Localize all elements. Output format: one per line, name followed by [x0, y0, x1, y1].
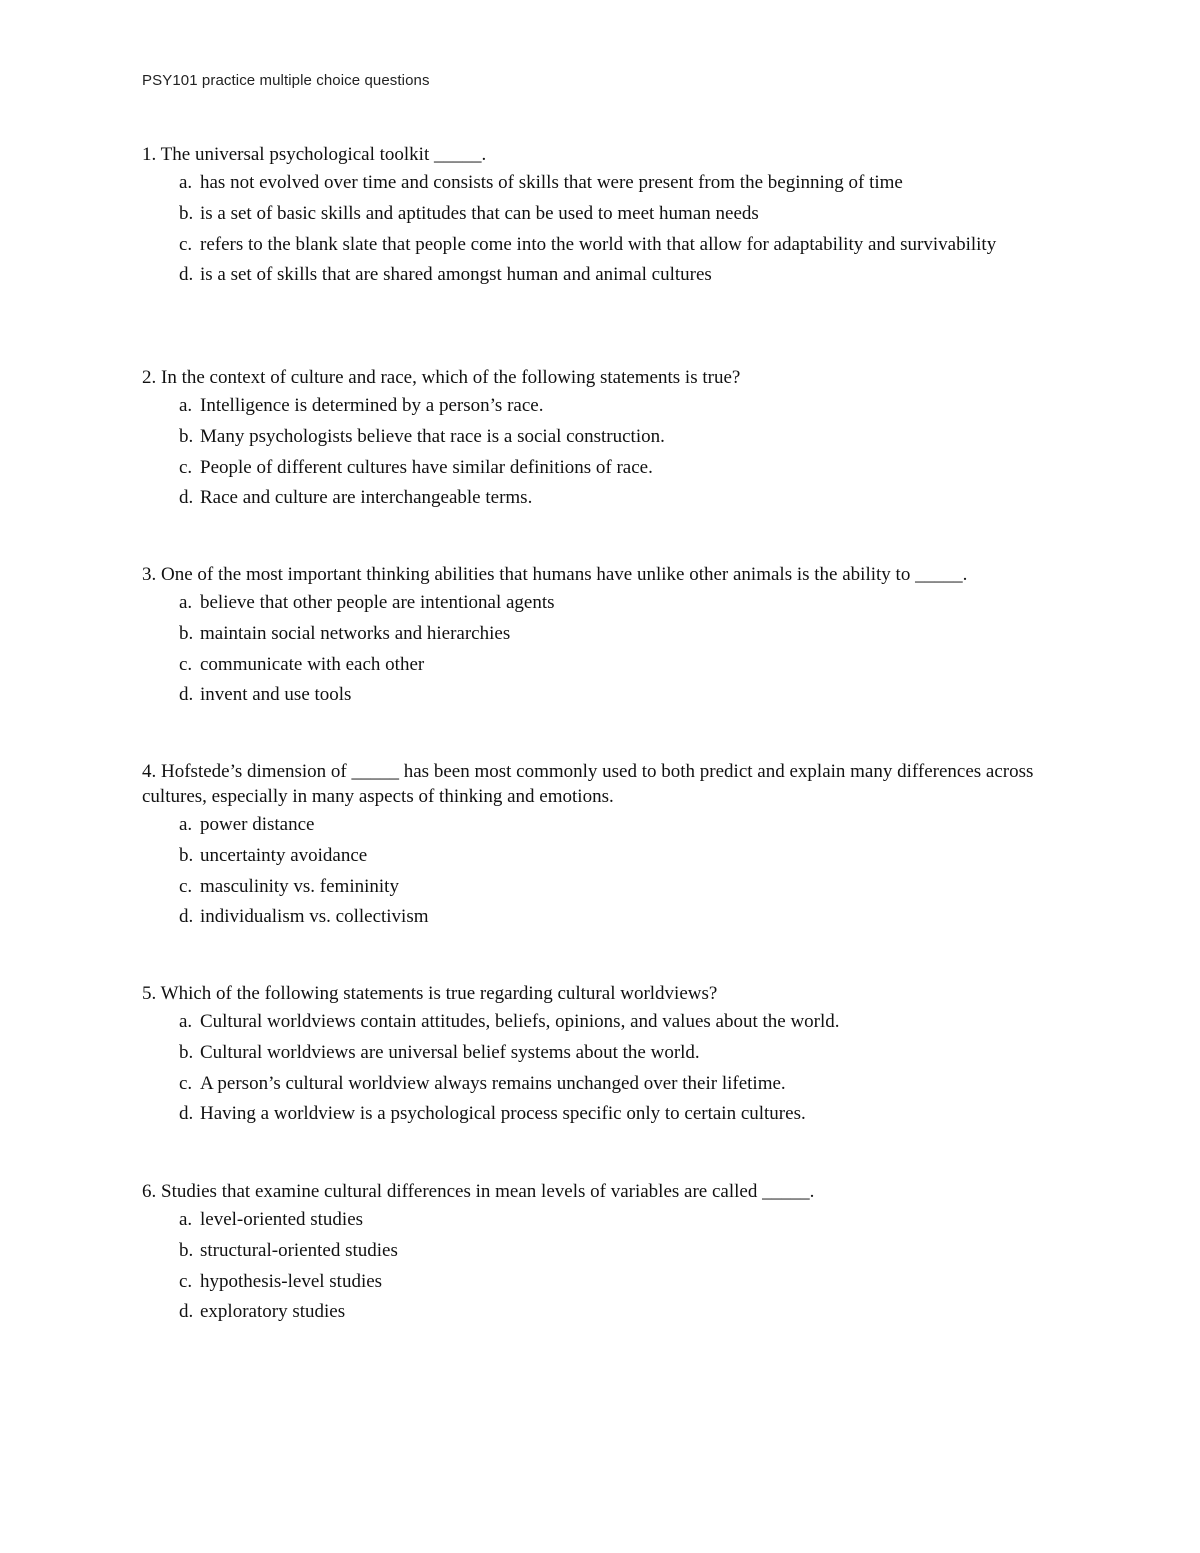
- question-4: [142, 759, 1042, 935]
- question-stem: 4. Hofstede’s dimension of _____ has been most commonly used to both predict and explain many differences across cultures, especially in many aspects of thinking and emotions.: [142, 761, 1034, 807]
- option-text: communicate with each other: [200, 653, 425, 675]
- option-letter: a.: [179, 1011, 193, 1032]
- answer-option: [142, 652, 1042, 677]
- option-letter: d.: [179, 487, 194, 509]
- option-letter: a.: [179, 814, 193, 835]
- option-text: believe that other people are intentional agents: [200, 592, 555, 613]
- option-letter: a.: [179, 592, 193, 613]
- answer-option: [142, 1269, 1042, 1294]
- option-text: People of different cultures have similar definitions of race.: [200, 456, 653, 478]
- question-5: [142, 981, 1042, 1132]
- option-text: is a set of skills that are shared amongst human and animal cultures: [200, 264, 712, 286]
- answer-option: [142, 455, 1042, 480]
- question-3: [142, 562, 1042, 713]
- option-letter: b.: [179, 622, 194, 644]
- option-text: structural-oriented studies: [200, 1239, 398, 1261]
- question-stem: 3. One of the most important thinking abilities that humans have unlike other animals is the ability to _____.: [142, 564, 968, 585]
- answer-option: [142, 1299, 1042, 1324]
- document-header: PSY101 practice multiple choice questions: [142, 72, 430, 89]
- answer-option: [142, 904, 1042, 929]
- question-2: [142, 365, 1042, 516]
- option-text: level-oriented studies: [200, 1209, 364, 1230]
- answer-option: [142, 170, 1042, 195]
- answer-option: [142, 1207, 1042, 1232]
- answer-option: [142, 812, 1042, 837]
- answer-options: [142, 1207, 1042, 1324]
- option-text: maintain social networks and hierarchies: [200, 622, 511, 644]
- option-text: Having a worldview is a psychological process specific only to certain cultures.: [200, 1103, 806, 1125]
- option-text: Race and culture are interchangeable terms.: [200, 487, 533, 509]
- option-letter: c.: [179, 875, 193, 897]
- option-text: is a set of basic skills and aptitudes that can be used to meet human needs: [200, 202, 759, 224]
- question-stem: 1. The universal psychological toolkit _____.: [142, 144, 487, 165]
- answer-option: [142, 424, 1042, 449]
- answer-options: [142, 393, 1042, 510]
- answer-option: [142, 621, 1042, 646]
- option-letter: c.: [179, 456, 193, 478]
- option-text: Cultural worldviews are universal belief systems about the world.: [200, 1041, 700, 1063]
- option-letter: c.: [179, 1270, 193, 1292]
- option-letter: b.: [179, 202, 194, 224]
- answer-option: [142, 590, 1042, 615]
- answer-option: [142, 874, 1042, 899]
- option-letter: c.: [179, 233, 193, 255]
- option-letter: b.: [179, 844, 194, 866]
- option-letter: d.: [179, 906, 194, 928]
- answer-option: [142, 1101, 1042, 1126]
- option-text: invent and use tools: [200, 684, 352, 706]
- question-6: [142, 1179, 1042, 1330]
- option-letter: b.: [179, 425, 194, 447]
- answer-option: [142, 485, 1042, 510]
- option-text: individualism vs. collectivism: [200, 906, 429, 928]
- option-letter: c.: [179, 1072, 193, 1094]
- option-letter: a.: [179, 1209, 193, 1230]
- option-text: exploratory studies: [200, 1301, 346, 1323]
- question-stem: 2. In the context of culture and race, which of the following statements is true?: [142, 367, 741, 388]
- option-text: Many psychologists believe that race is a social construction.: [200, 425, 665, 447]
- question-1: [142, 142, 1042, 293]
- answer-options: [142, 590, 1042, 707]
- option-text: Intelligence is determined by a person’s race.: [200, 395, 544, 416]
- option-text: refers to the blank slate that people come into the world with that allow for adaptability and survivability: [200, 233, 997, 255]
- answer-option: [142, 262, 1042, 287]
- option-text: A person’s cultural worldview always remains unchanged over their lifetime.: [200, 1072, 786, 1094]
- answer-option: [142, 232, 1042, 257]
- option-text: Cultural worldviews contain attitudes, beliefs, opinions, and values about the world.: [200, 1011, 840, 1032]
- question-stem: 5. Which of the following statements is true regarding cultural worldviews?: [142, 983, 718, 1004]
- option-letter: b.: [179, 1041, 194, 1063]
- option-text: hypothesis-level studies: [200, 1270, 383, 1292]
- answer-option: [142, 843, 1042, 868]
- answer-option: [142, 201, 1042, 226]
- option-letter: a.: [179, 172, 193, 193]
- answer-option: [142, 682, 1042, 707]
- question-stem: 6. Studies that examine cultural differences in mean levels of variables are called _____.: [142, 1181, 815, 1202]
- option-text: uncertainty avoidance: [200, 844, 368, 866]
- option-letter: d.: [179, 1103, 194, 1125]
- option-letter: b.: [179, 1239, 194, 1261]
- option-letter: d.: [179, 684, 194, 706]
- answer-option: [142, 1040, 1042, 1065]
- answer-options: [142, 812, 1042, 929]
- option-text: power distance: [200, 814, 315, 835]
- answer-options: [142, 170, 1042, 287]
- option-letter: c.: [179, 653, 193, 675]
- answer-options: [142, 1009, 1042, 1126]
- option-letter: a.: [179, 395, 193, 416]
- answer-option: [142, 1238, 1042, 1263]
- answer-option: [142, 1071, 1042, 1096]
- option-text: has not evolved over time and consists of skills that were present from the beginning of time: [200, 172, 903, 193]
- answer-option: [142, 393, 1042, 418]
- option-letter: d.: [179, 1301, 194, 1323]
- answer-option: [142, 1009, 1042, 1034]
- option-letter: d.: [179, 264, 194, 286]
- option-text: masculinity vs. femininity: [200, 875, 399, 897]
